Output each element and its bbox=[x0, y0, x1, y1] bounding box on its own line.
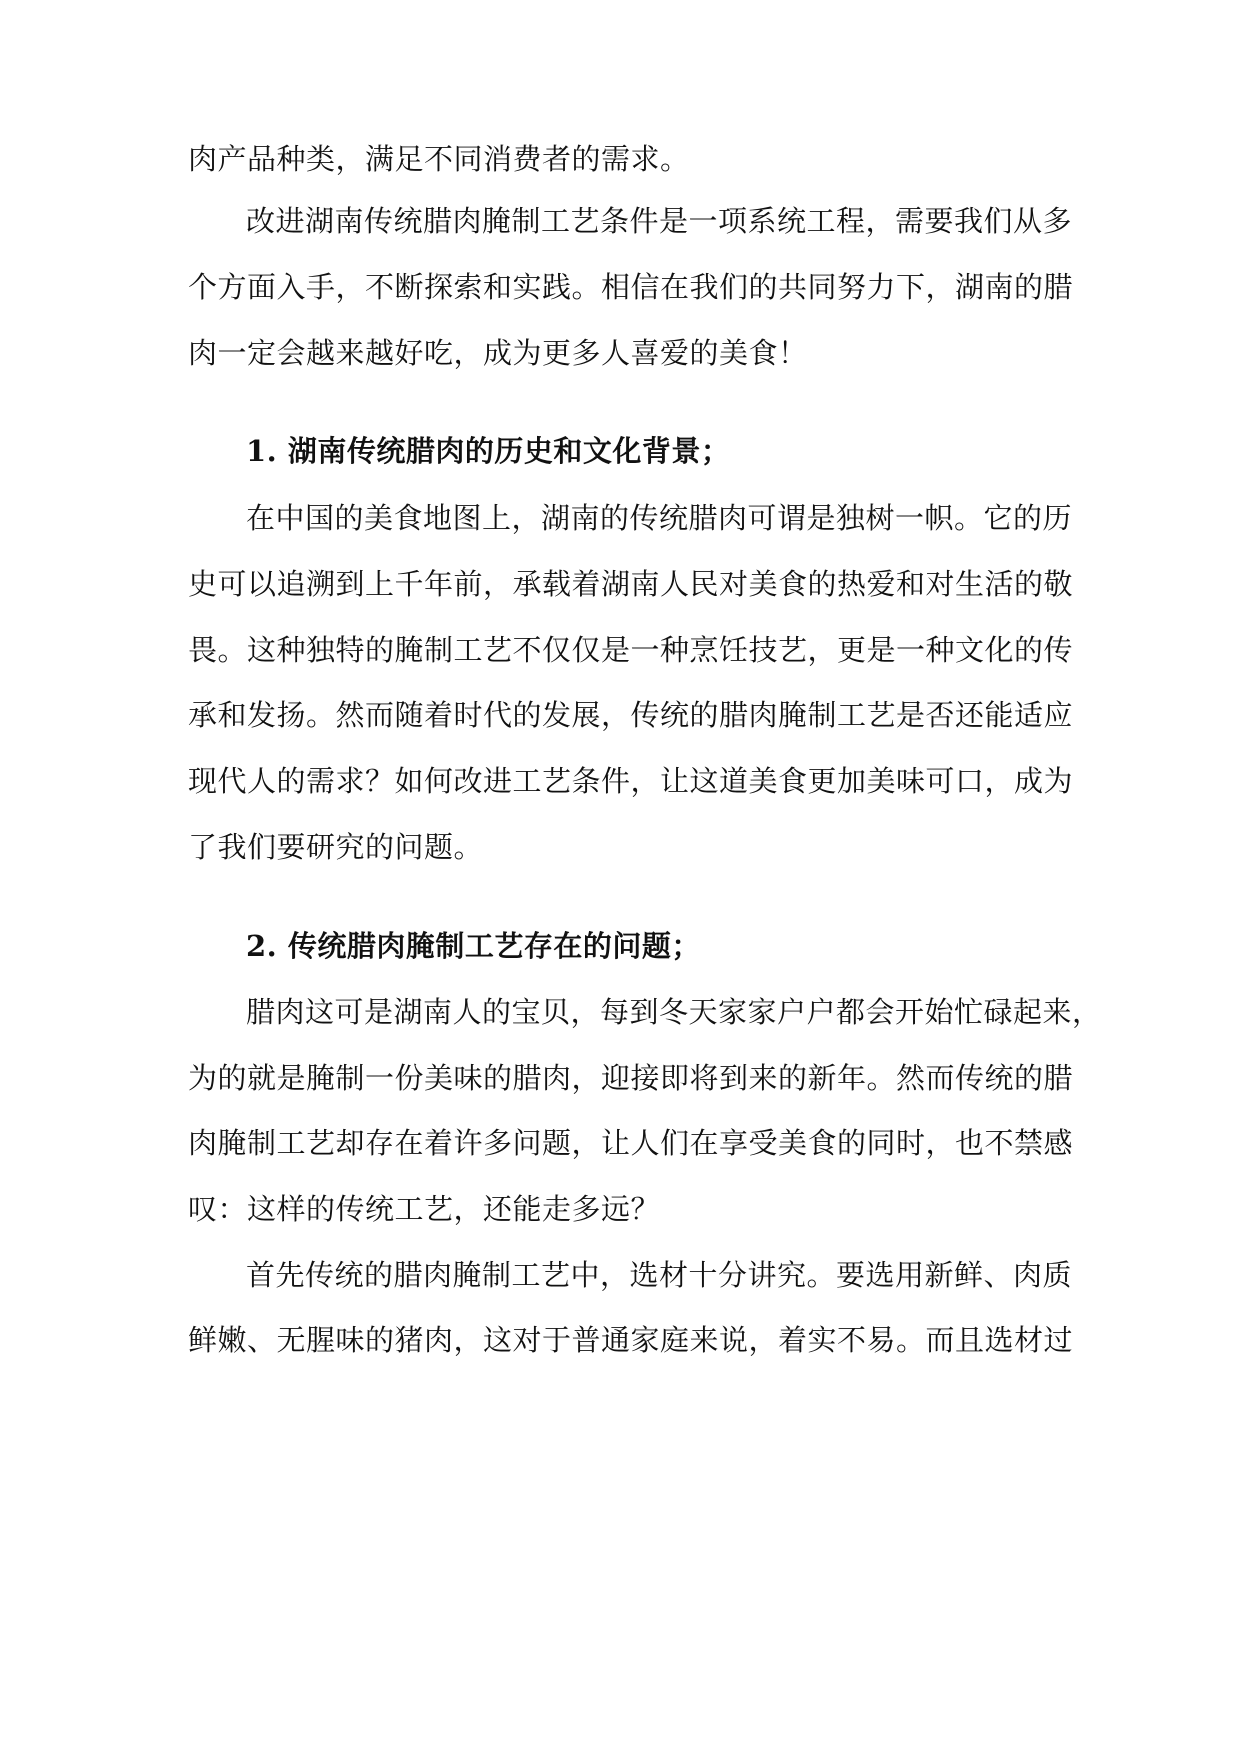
paragraph-line: 肉一定会越来越好吃，成为更多人喜爱的美食！ bbox=[188, 336, 808, 370]
document-page bbox=[188, 0, 1102, 1754]
paragraph-line: 在中国的美食地图上，湖南的传统腊肉可谓是独树一帜。它的历 bbox=[246, 501, 1073, 535]
section-heading-history: 1. 湖南传统腊肉的历史和文化背景； bbox=[246, 434, 731, 468]
paragraph-line: 改进湖南传统腊肉腌制工艺条件是一项系统工程，需要我们从多 bbox=[246, 204, 1073, 238]
paragraph-line: 首先传统的腊肉腌制工艺中，选材十分讲究。要选用新鲜、肉质 bbox=[246, 1258, 1073, 1292]
paragraph-line: 史可以追溯到上千年前，承载着湖南人民对美食的热爱和对生活的敬 bbox=[188, 567, 1074, 601]
paragraph-line: 腊肉这可是湖南人的宝贝，每到冬天家家户户都会开始忙碌起来， bbox=[246, 995, 1102, 1029]
paragraph-line: 肉产品种类，满足不同消费者的需求。 bbox=[188, 142, 690, 176]
paragraph-line: 个方面入手，不断探索和实践。相信在我们的共同努力下，湖南的腊 bbox=[188, 270, 1074, 304]
paragraph-line: 为的就是腌制一份美味的腊肉，迎接即将到来的新年。然而传统的腊 bbox=[188, 1061, 1074, 1095]
paragraph-line: 叹：这样的传统工艺，还能走多远？ bbox=[188, 1192, 661, 1226]
paragraph-line: 鲜嫩、无腥味的猪肉，这对于普通家庭来说，着实不易。而且选材过 bbox=[188, 1323, 1074, 1357]
paragraph-line: 肉腌制工艺却存在着许多问题，让人们在享受美食的同时，也不禁感 bbox=[188, 1126, 1074, 1160]
paragraph-line: 畏。这种独特的腌制工艺不仅仅是一种烹饪技艺，更是一种文化的传 bbox=[188, 633, 1074, 667]
paragraph-line: 承和发扬。然而随着时代的发展，传统的腊肉腌制工艺是否还能适应 bbox=[188, 698, 1074, 732]
paragraph-line: 了我们要研究的问题。 bbox=[188, 830, 484, 864]
section-heading-problems: 2. 传统腊肉腌制工艺存在的问题； bbox=[246, 929, 701, 963]
paragraph-line: 现代人的需求？如何改进工艺条件，让这道美食更加美味可口，成为 bbox=[188, 764, 1074, 798]
